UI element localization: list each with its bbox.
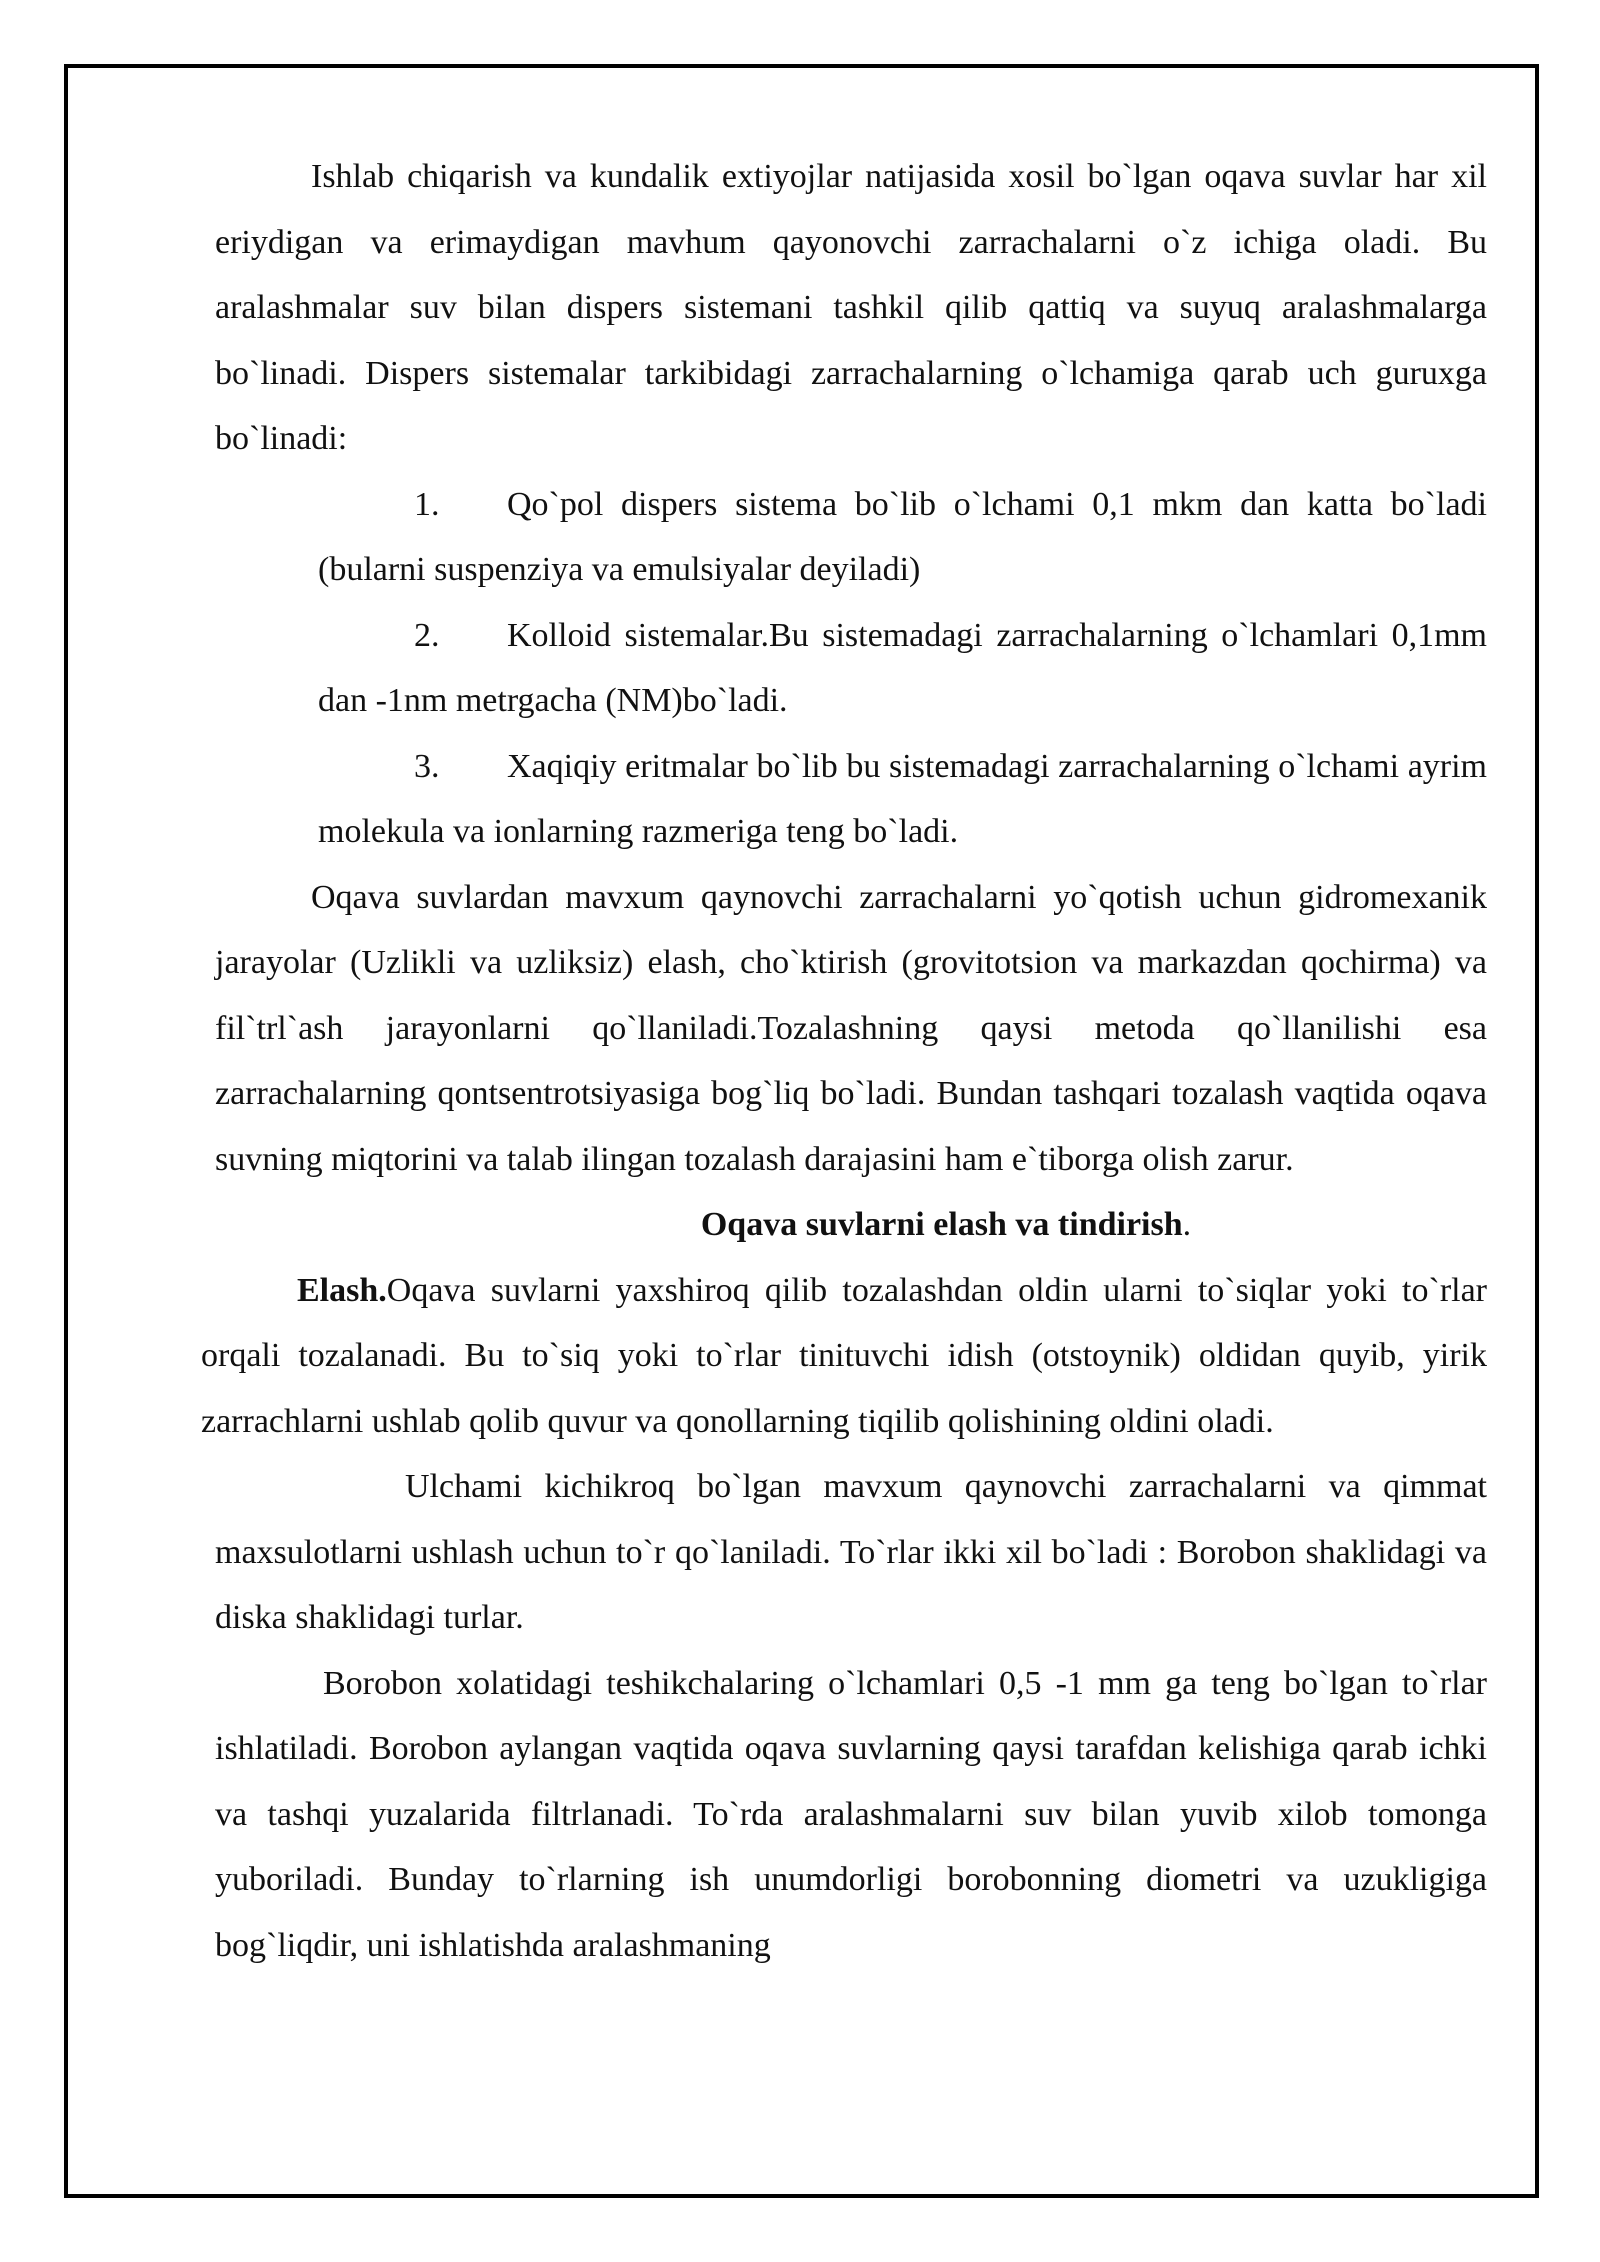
- list-number-1: 1.: [414, 485, 440, 523]
- document-body: [201, 144, 1487, 1978]
- elash-term: Elash.: [297, 1271, 387, 1309]
- section-heading-text: Oqava suvlarni elash va tindirish: [700, 1206, 1183, 1243]
- paragraph-methods: Oqava suvlardan mavxum qaynovchi zarrachalarni yo`qotish uchun gidromexanik jarayolar (Uzlikli va uzliksiz) elash, cho`ktirish (grovitotsion va markazdan qochirma) va fil`trl`ash jarayonlarni qo`llaniladi.Tozalashning qaysi metoda qo`llanilishi esa zarrachalarning qontsentrotsiyasiga bog`liq bo`ladi. Bundan tashqari tozalash vaqtida oqava suvning miqtorini va talab ilingan tozalash darajasini ham e`tiborga olish zarur.: [215, 878, 1487, 1178]
- list-text-3: Xaqiqiy eritmalar bo`lib bu sistemadagi zarrachalarning o`lchami ayrim molekula va ionlarning razmeriga teng bo`ladi.: [318, 747, 1487, 850]
- list-number-2: 2.: [414, 616, 440, 654]
- list-item-1: [215, 472, 1487, 603]
- paragraph-elash: [201, 1258, 1487, 1455]
- section-heading: [215, 1192, 1487, 1258]
- list-item-3: [215, 734, 1487, 865]
- list-number-3: 3.: [414, 747, 440, 785]
- section-heading-dot: .: [1182, 1206, 1192, 1243]
- list-text-1: Qo`pol dispers sistema bo`lib o`lchami 0,1 mkm dan katta bo`ladi (bularni suspenziya va emulsiyalar deyiladi): [318, 485, 1487, 588]
- elash-text: Oqava suvlarni yaxshiroq qilib tozalashdan oldin ularni to`siqlar yoki to`rlar orqali tozalanadi. Bu to`siq yoki to`rlar tinituvchi idish (otstoynik) oldidan quyib, yirik zarrachlarni ushlab qolib quvur va qonollarning tiqilib qolishining oldini oladi.: [201, 1271, 1487, 1440]
- list-text-2: Kolloid sistemalar.Bu sistemadagi zarrachalarning o`lchamlari 0,1mm dan -1nm metrgacha (NM)bo`ladi.: [318, 616, 1487, 719]
- paragraph-nets: Ulchami kichikroq bo`lgan mavxum qaynovchi zarrachalarni va qimmat maxsulotlarni ushlash uchun to`r qo`laniladi. To`rlar ikki xil bo`ladi : Borobon shaklidagi va diska shaklidagi turlar.: [215, 1468, 1487, 1636]
- paragraph-intro: Ishlab chiqarish va kundalik extiyojlar natijasida xosil bo`lgan oqava suvlar har xil eriydigan va erimaydigan mavhum qayonovchi zarrachalarni o`z ichiga oladi. Bu aralashmalar suv bilan dispers sistemani tashkil qilib qattiq va suyuq aralashmalarga bo`linadi. Dispers sistemalar tarkibidagi zarrachalarning o`lchamiga qarab uch guruxga bo`linadi:: [215, 158, 1487, 457]
- paragraph-drum: Borobon xolatidagi teshikchalaring o`lchamlari 0,5 -1 mm ga teng bo`lgan to`rlar ishlatiladi. Borobon aylangan vaqtida oqava suvlarning qaysi tarafdan kelishiga qarab ichki va tashqi yuzalarida filtrlanadi. To`rda aralashmalarni suv bilan yuvib xilob tomonga yuboriladi. Bunday to`rlarning ish unumdorligi borobonning diometri va uzukligiga bog`liqdir, uni ishlatishda aralashmaning: [215, 1664, 1487, 1964]
- list-item-2: [215, 603, 1487, 734]
